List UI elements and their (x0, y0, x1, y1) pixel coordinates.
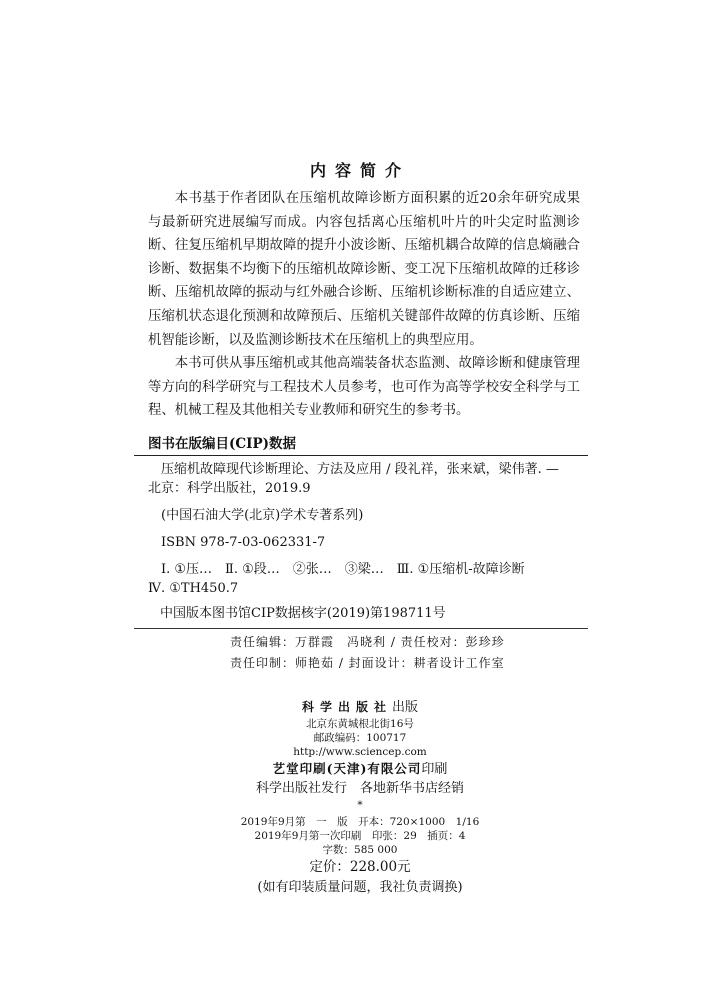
distribution-line: 科学出版社发行 各地新华书店经销 (255, 781, 464, 796)
staff-line-1: 责任编辑：万群霞 冯晓利 / 责任校对：彭珍珍 (230, 635, 505, 649)
cip-heading: 图书在版编目(CIP)数据 (148, 436, 296, 452)
publisher-postcode: 邮政编码：100717 (313, 732, 407, 744)
publisher-name: 科学出版社 (301, 700, 392, 714)
imprint-section (0, 698, 720, 898)
summary-title: 内容简介 (309, 161, 410, 180)
cip-series: (中国石油大学(北京)学术专著系列) (161, 508, 364, 523)
summary-section (148, 187, 580, 423)
cip-classification-line-1: Ⅰ. ①压… Ⅱ. ①段… ②张… ③梁… Ⅲ. ①压缩机-故障诊断 (161, 562, 525, 577)
separator-star: * (357, 799, 363, 811)
publisher-website: http://www.sciencep.com (293, 746, 427, 758)
summary-paragraph-2: 本书可供从事压缩机或其他高端装备状态监测、故障诊断和健康管理等方向的科学研究与工程技术人员参考，也可作为高等学校安全科学与工程、机械工程及其他相关专业教师和研究生的参考书。 (148, 356, 580, 419)
price: 定价：228.00元 (309, 859, 411, 875)
cip-bottom-rule (134, 628, 588, 629)
summary-paragraph-1: 本书基于作者团队在压缩机故障诊断方面积累的近20余年研究成果与最新研究进展编写而成。内容包括离心压缩机叶片的叶尖定时监测诊断、往复压缩机早期故障的提升小波诊断、压缩机耦合故障的信息熵融合诊断、数据集不均衡下的压缩机故障诊断、变工况下压缩机故障的迁移诊断、压缩机故障的振动与红外融合诊断、压缩机诊断标准的自适应建立、压缩机状态退化预测和故障预后、压缩机关键部件故障的仿真诊断、压缩机智能诊断，以及监测诊断技术在压缩机上的典型应用。 (148, 191, 580, 348)
cip-entry-line-2: 北京：科学出版社，2019.9 (148, 481, 311, 496)
cip-isbn: ISBN 978-7-03-062331-7 (161, 535, 326, 550)
printing-line: 2019年9月第一次印刷 印张：29 插页：4 (254, 830, 466, 842)
cip-entry-line-1: 压缩机故障现代诊断理论、方法及应用 / 段礼祥，张来斌，梁伟著. — (161, 462, 559, 477)
staff-credits (230, 632, 505, 674)
quality-notice: (如有印装质量问题，我社负责调换) (257, 880, 463, 895)
publisher-suffix: 出版 (392, 700, 419, 715)
staff-line-2: 责任印制：师艳茹 / 封面设计：耕者设计工作室 (230, 656, 505, 670)
edition-line: 2019年9月第 一 版 开本：720×1000 1/16 (240, 816, 480, 828)
publisher-address: 北京东黄城根北街16号 (306, 718, 414, 730)
printer-suffix: 印刷 (421, 762, 448, 777)
cip-record-number: 中国版本图书馆CIP数据核字(2019)第198711号 (160, 606, 446, 621)
cip-top-rule (134, 455, 588, 456)
printer-name: 艺堂印刷(天津)有限公司 (272, 761, 422, 776)
cip-data-block (148, 460, 588, 606)
cip-classification-line-2: Ⅳ. ①TH450.7 (148, 581, 239, 596)
word-count: 字数：585 000 (322, 844, 398, 856)
